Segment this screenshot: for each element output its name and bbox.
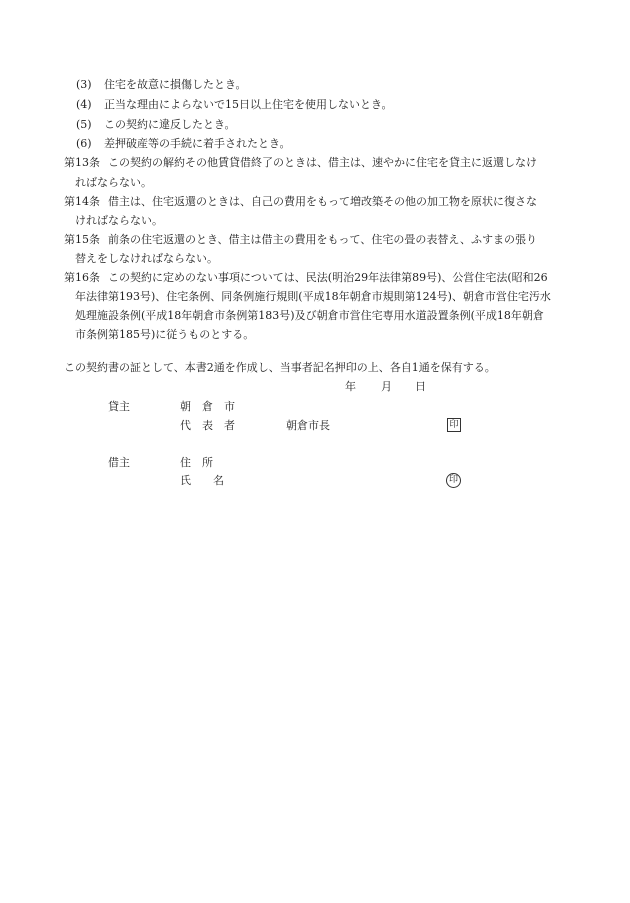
closing-statement: この契約書の証として、本書2通を作成し、当事者記名押印の上、各自1通を保有する。 <box>64 361 496 374</box>
article-text: 借主は、住宅返還のときは、自己の費用をもって増改築その他の加工物を原状に復さな <box>108 195 537 208</box>
article-14-continuation: ければならない。 <box>75 214 163 227</box>
item-number: (5) <box>76 118 92 131</box>
lessee-role: 借主 <box>108 456 130 469</box>
article-13 <box>64 154 537 172</box>
date-year: 年 <box>345 380 356 393</box>
article-13-continuation: ればならない。 <box>75 176 152 189</box>
item-text: 正当な理由によらないで15日以上住宅を使用しないとき。 <box>104 98 393 111</box>
lessee-seal-mark: 印 <box>446 473 461 488</box>
article-16-continuation: 市条例第185号)に従うものとする。 <box>75 328 255 341</box>
article-label: 第14条 <box>64 195 100 208</box>
article-label: 第15条 <box>64 233 100 246</box>
lessee-name-label: 氏 名 <box>180 474 224 487</box>
article-15 <box>64 231 537 249</box>
lessor-rep-label: 代 表 者 <box>180 419 235 432</box>
article-text: この契約に定めのない事項については、民法(明治29年法律第89号)、公営住宅法(昭和26 <box>108 271 548 284</box>
article-16-continuation: 年法律第193号)、住宅条例、同条例施行規則(平成18年朝倉市規則第124号)、朝倉市営住宅汚水 <box>75 290 551 303</box>
lessor-role: 貸主 <box>108 400 130 413</box>
article-16 <box>64 269 548 287</box>
lessor-name-label: 朝 倉 市 <box>180 400 235 413</box>
date-day: 日 <box>415 380 426 393</box>
article-label: 第16条 <box>64 271 100 284</box>
lessee-address-label: 住 所 <box>180 456 213 469</box>
list-item <box>76 76 247 94</box>
item-number: (6) <box>76 137 92 150</box>
article-16-continuation: 処理施設条例(平成18年朝倉市条例第183号)及び朝倉市営住宅専用水道設置条例(平成18年朝倉 <box>75 309 544 322</box>
article-label: 第13条 <box>64 156 100 169</box>
article-15-continuation: 替えをしなければならない。 <box>75 252 218 265</box>
item-text: 差押破産等の手続に着手されたとき。 <box>104 137 291 150</box>
article-14 <box>64 193 537 211</box>
item-text: この契約に違反したとき。 <box>104 118 236 131</box>
list-item <box>76 116 236 134</box>
lessor-seal-mark: 印 <box>447 418 461 432</box>
article-text: 前条の住宅返還のとき、借主は借主の費用をもって、住宅の畳の表替え、ふすまの張り <box>108 233 537 246</box>
item-text: 住宅を故意に損傷したとき。 <box>104 78 247 91</box>
lessor-rep-value: 朝倉市長 <box>286 419 330 432</box>
item-number: (3) <box>76 78 92 91</box>
list-item <box>76 96 393 114</box>
article-text: この契約の解約その他賃貸借終了のときは、借主は、速やかに住宅を貸主に返還しなけ <box>108 156 537 169</box>
item-number: (4) <box>76 98 92 111</box>
date-month: 月 <box>381 380 392 393</box>
list-item <box>76 135 291 153</box>
